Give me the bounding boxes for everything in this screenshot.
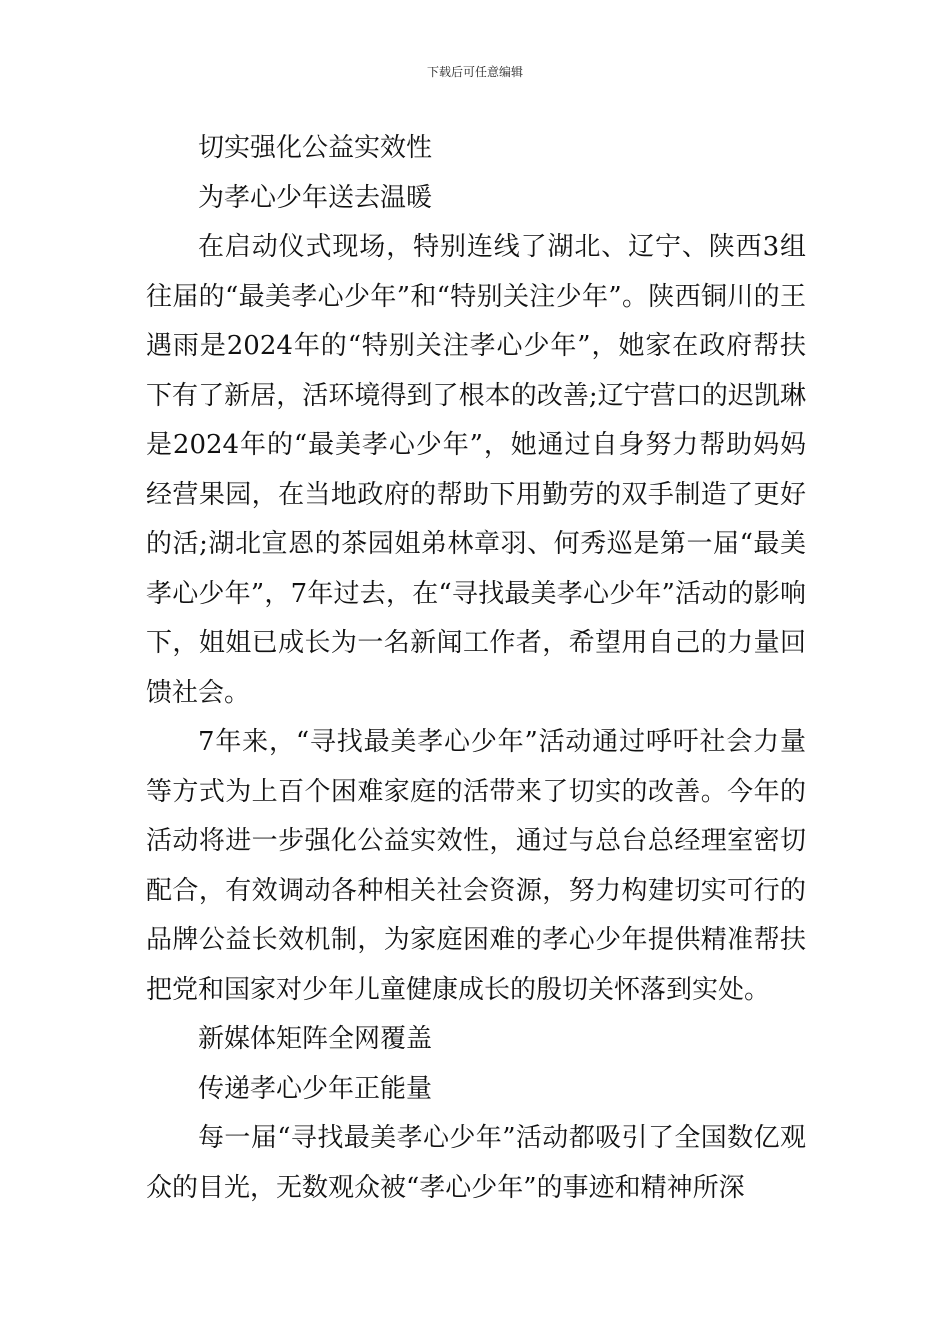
section-heading-4: 传递孝心少年正能量: [198, 1073, 433, 1104]
document-body: [146, 124, 806, 1213]
section-heading-2: 为孝心少年送去温暖: [198, 182, 433, 213]
page-header: 下载后可任意编辑: [426, 65, 523, 79]
section-heading-3: 新媒体矩阵全网覆盖: [198, 1024, 433, 1054]
paragraph-2: 7年来，“寻找最美孝心少年”活动通过呼吁社会力量等方式为上百个困难家庭的活带来了切实的改善。今年的活动将进一步强化公益实效性，通过与总台总经理室密切配合，有效调动各种相关社会资源，努力构建切实可行的品牌公益长效机制，为家庭困难的孝心少年提供精准帮扶把党和国家对少年儿童健康成长的殷切关怀落到实处。: [146, 727, 806, 1005]
paragraph-3: 每一届“寻找最美孝心少年”活动都吸引了全国数亿观众的目光，无数观众被“孝心少年”的事迹和精神所深: [146, 1123, 806, 1203]
section-heading-1: 切实强化公益实效性: [198, 133, 433, 163]
paragraph-1: 在启动仪式现场，特别连线了湖北、辽宁、陕西3组往届的“最美孝心少年”和“特别关注少年”。陕西铜川的王遇雨是2024年的“特别关注孝心少年”，她家在政府帮扶下有了新居，活环境得到了根本的改善;辽宁营口的迟凯琳是2024年的“最美孝心少年”，她通过自身努力帮助妈妈经营果园，在当地政府的帮助下用勤劳的双手制造了更好的活;湖北宣恩的茶园姐弟林章羽、何秀巡是第一届“最美孝心少年”，7年过去，在“寻找最美孝心少年”活动的影响下，姐姐已成长为一名新闻工作者，希望用自己的力量回馈社会。: [146, 232, 806, 708]
